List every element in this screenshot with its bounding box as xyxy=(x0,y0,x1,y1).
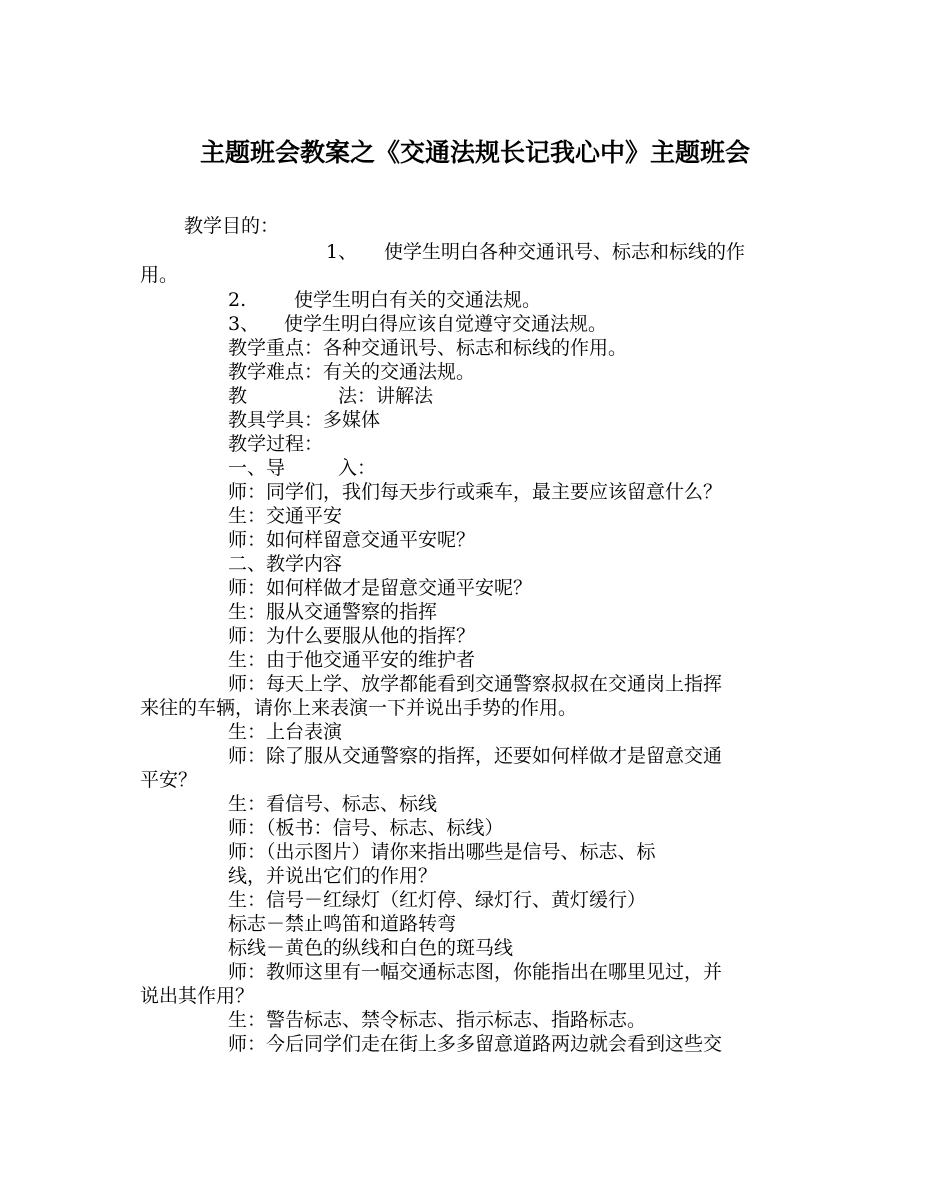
dialogue-line: 师：如何样做才是留意交通平安呢？ xyxy=(228,577,533,599)
intro-heading-a: 一、导 xyxy=(228,457,286,479)
dialogue-line-continuation: 说出其作用？ xyxy=(140,985,255,1007)
dialogue-line: 师：除了服从交通警察的指挥，还要如何样做才是留意交通 xyxy=(228,745,723,767)
dialogue-line: 标志－禁止鸣笛和道路转弯 xyxy=(228,913,457,935)
dialogue-line: 师：每天上学、放学都能看到交通警察叔叔在交通岗上指挥 xyxy=(228,673,723,695)
dialogue-line: 师：教师这里有一幅交通标志图，你能指出在哪里见过，并 xyxy=(228,961,723,983)
dialogue-line: 师：为什么要服从他的指挥？ xyxy=(228,625,476,647)
section-heading: 二、教学内容 xyxy=(228,553,343,575)
method-label-a: 教 xyxy=(228,385,248,407)
dialogue-line: 生：看信号、标志、标线 xyxy=(228,793,438,815)
objective-1-continuation: 用。 xyxy=(140,264,179,286)
dialogue-line-continuation: 来往的车辆，请你上来表演一下并说出手势的作用。 xyxy=(140,697,578,719)
dialogue-line: 师：今后同学们走在街上多多留意道路两边就会看到这些交 xyxy=(228,1033,723,1055)
document-title: 主题班会教案之《交通法规长记我心中》主题班会 xyxy=(199,138,750,167)
dialogue-line: 生：交通平安 xyxy=(228,505,343,527)
objective-1-text: 使学生明白各种交通讯号、标志和标线的作 xyxy=(384,241,746,263)
dialogue-line: 生：警告标志、禁令标志、指示标志、指路标志。 xyxy=(228,1009,647,1031)
dialogue-line: 师：同学们，我们每天步行或乘车，最主要应该留意什么？ xyxy=(228,481,723,503)
dialogue-line: 生：由于他交通平安的维护者 xyxy=(228,649,476,671)
tools: 教具学具：多媒体 xyxy=(228,409,381,431)
method-label-b: 法：讲解法 xyxy=(338,385,434,407)
dialogue-line: 师：（板书：信号、标志、标线） xyxy=(228,817,504,839)
dialogue-line: 师：（出示图片）请你来指出哪些是信号、标志、标 xyxy=(228,841,656,863)
objective-2-number: 2. xyxy=(228,289,247,311)
dialogue-line: 生：上台表演 xyxy=(228,721,343,743)
dialogue-line: 生：服从交通警察的指挥 xyxy=(228,601,438,623)
key-point: 教学重点：各种交通讯号、标志和标线的作用。 xyxy=(228,337,628,359)
difficulty: 教学难点：有关的交通法规。 xyxy=(228,361,476,383)
dialogue-line-continuation: 线，并说出它们的作用？ xyxy=(228,865,438,887)
objective-heading: 教学目的： xyxy=(184,215,280,237)
dialogue-line: 标线－黄色的纵线和白色的斑马线 xyxy=(228,937,514,959)
objective-2-text: 使学生明白有关的交通法规。 xyxy=(294,289,542,311)
objective-1-number: 1、 xyxy=(326,241,358,263)
objective-3-number: 3、 xyxy=(228,313,260,335)
dialogue-line: 生：信号－红绿灯（红灯停、绿灯行、黄灯缓行） xyxy=(228,889,647,911)
process-heading: 教学过程： xyxy=(228,433,324,455)
intro-heading-b: 入： xyxy=(338,457,377,479)
objective-3-text: 使学生明白得应该自觉遵守交通法规。 xyxy=(284,313,608,335)
dialogue-line: 师：如何样留意交通平安呢？ xyxy=(228,529,476,551)
dialogue-line-continuation: 平安？ xyxy=(140,769,198,791)
